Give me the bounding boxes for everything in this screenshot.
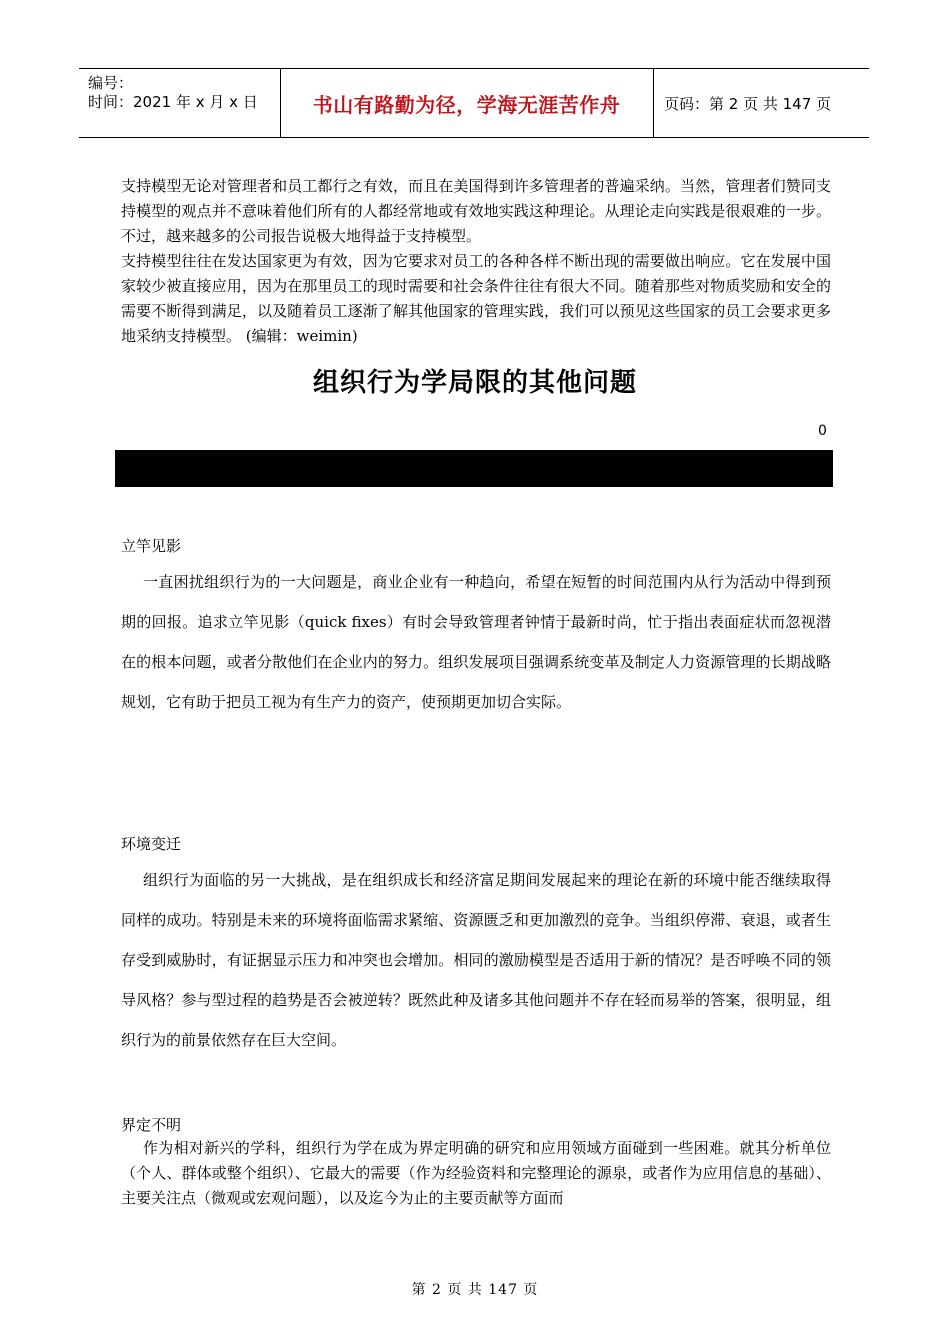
page-header bbox=[79, 68, 869, 138]
section-heading-environment: 环境变迁 bbox=[121, 835, 182, 853]
header-motto-cell bbox=[280, 69, 654, 137]
header-page-cell bbox=[654, 69, 869, 137]
section-body-quick-fixes: 一直困扰组织行为的一大问题是，商业企业有一种趋向，希望在短暂的时间范围内从行为活动中得到预期的回报。追求立竿见影（quick fixes）有时会导致管理者钟情于最新时尚，忙于指出表面症状而忽视潜在的根本问题，或者分散他们在企业内的努力。组织发展项目强调系统变革及制定人力资源管理的长期战略规划，它有助于把员工视为有生产力的资产，使预期更加切合实际。 bbox=[121, 573, 831, 711]
page-footer: 第 2 页 共 147 页 bbox=[411, 1282, 539, 1298]
section-heading-definition: 界定不明 bbox=[121, 1116, 182, 1134]
section-body-environment: 组织行为面临的另一大挑战，是在组织成长和经济富足期间发展起来的理论在新的环境中能否继续取得同样的成功。特别是未来的环境将面临需求紧缩、资源匮乏和更加激烈的竞争。当组织停滞、衰退，或者生存受到威胁时，有证据显示压力和冲突也会增加。相同的激励模型是否适用于新的情况？是否呼唤不同的领导风格？参与型过程的趋势是否会被逆转？既然此种及诸多其他问题并不存在轻而易举的答案，很明显，组织行为的前景依然存在巨大空间。 bbox=[121, 871, 831, 1049]
header-meta-cell bbox=[79, 69, 281, 137]
intro-paragraph-2: 支持模型往往在发达国家更为有效，因为它要求对员工的各种各样不断出现的需要做出响应。它在发展中国家较少被直接应用，因为在那里员工的现时需要和社会条件往往有很大不同。随着那些对物质奖励和安全的需要不断得到满足，以及随着员工逐渐了解其他国家的管理实践，我们可以预见这些国家的员工会要求更多地采纳支持模型。 (编辑：weimin) bbox=[121, 252, 831, 345]
intro-paragraph-1: 支持模型无论对管理者和员工都行之有效，而且在美国得到许多管理者的普遍采纳。当然，管理者们赞同支持模型的观点并不意味着他们所有的人都经常地或有效地实践这种理论。从理论走向实践是很艰难的一步。不过，越来越多的公司报告说极大地得益于支持模型。 bbox=[121, 177, 831, 245]
page-info: 页码：第 2 页 共 147 页 bbox=[664, 94, 832, 113]
section-heading-quick-fixes: 立竿见影 bbox=[121, 537, 182, 555]
black-banner bbox=[115, 450, 833, 487]
section-body-definition: 作为相对新兴的学科，组织行为学在成为界定明确的研究和应用领域方面碰到一些困难。就其分析单位（个人、群体或整个组织）、它最大的需要（作为经验资料和完整理论的源泉，或者作为应用信息的基础）、主要关注点（微观或宏观问题），以及迄今为止的主要贡献等方面而 bbox=[121, 1139, 831, 1207]
section-title: 组织行为学局限的其他问题 bbox=[312, 368, 637, 398]
document-date: 时间：2021 年 x 月 x 日 bbox=[88, 93, 258, 111]
document-number-label: 编号： bbox=[88, 74, 134, 92]
counter-value: 0 bbox=[818, 423, 827, 439]
motto: 书山有路勤为径，学海无涯苦作舟 bbox=[312, 92, 621, 117]
